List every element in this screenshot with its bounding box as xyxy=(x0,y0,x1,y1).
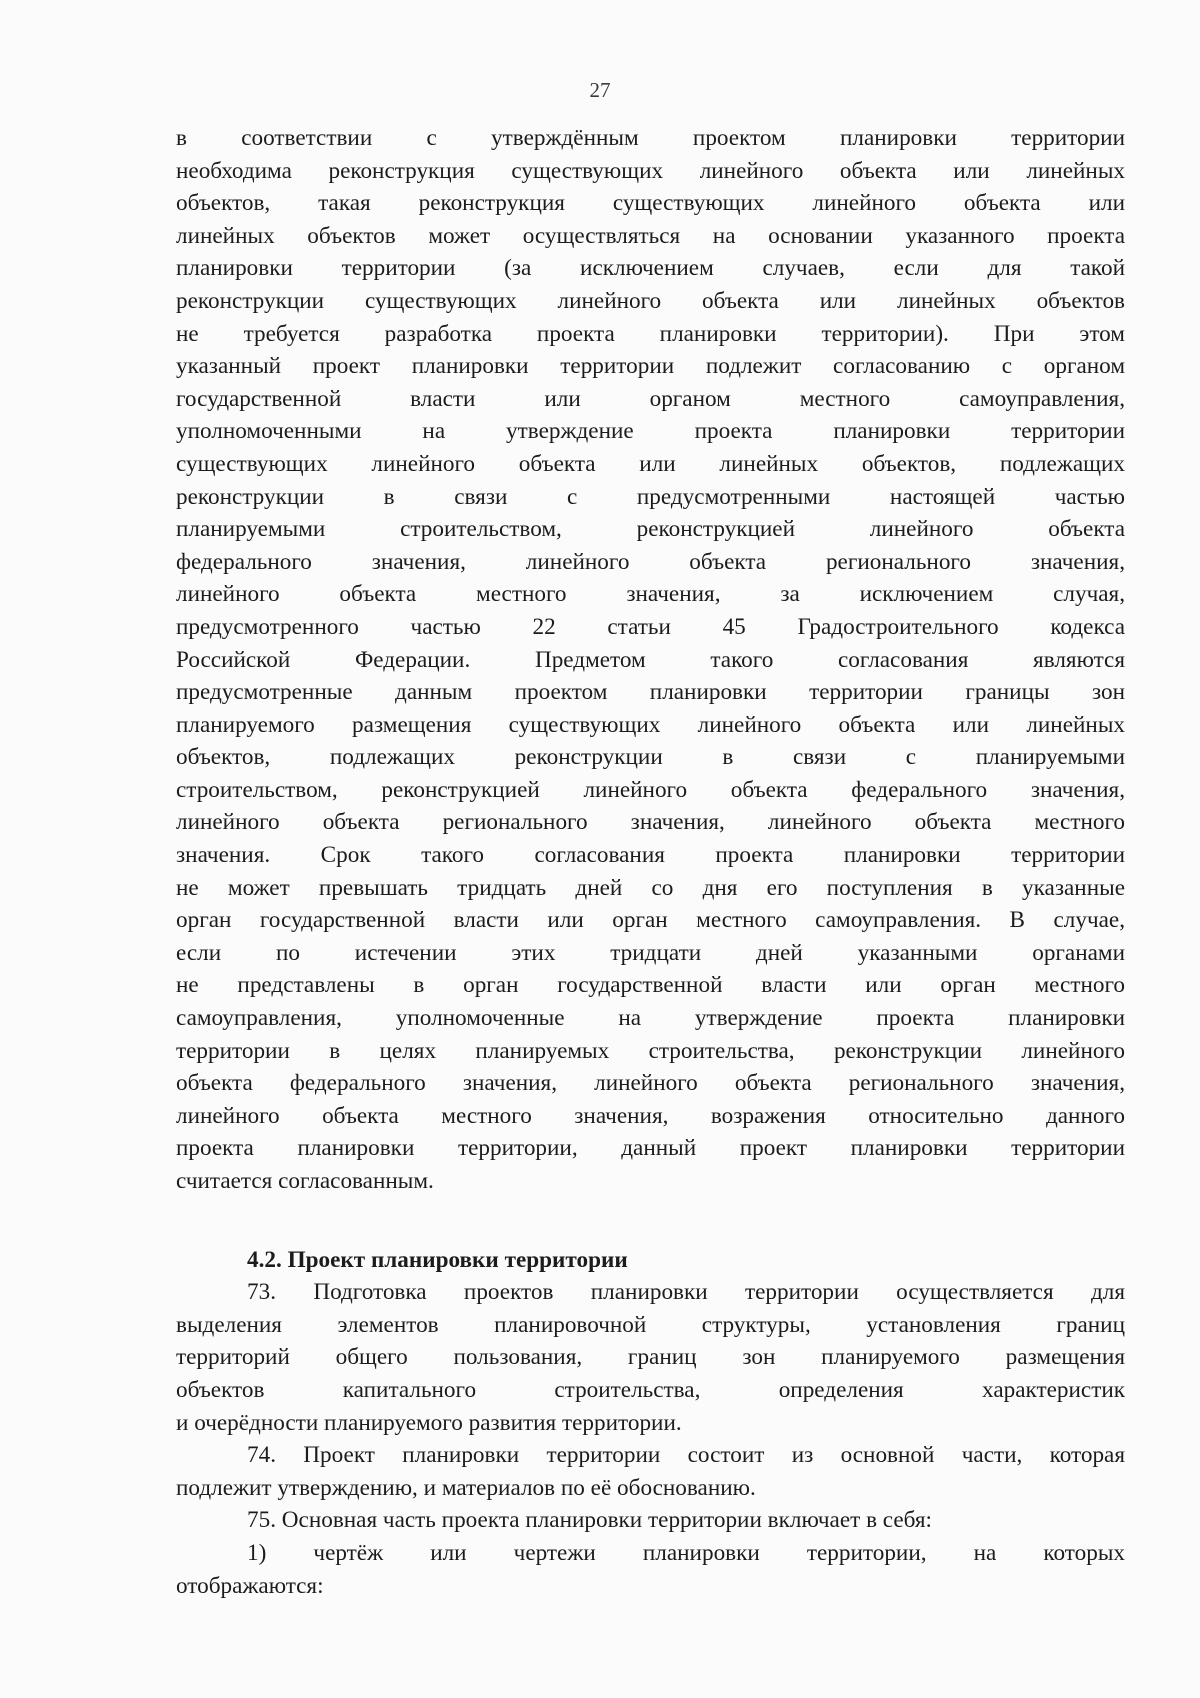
text-line: реконструкции существующих линейного объекта или линейных объектов xyxy=(176,287,1125,314)
text-line: государственной власти или органом местного самоуправления, xyxy=(176,385,1125,412)
text-line: линейных объектов может осуществляться на основании указанного проекта xyxy=(176,222,1125,249)
text-line: уполномоченными на утверждение проекта планировки территории xyxy=(176,418,1125,445)
text-line: не может превышать тридцать дней со дня его поступления в указанные xyxy=(176,874,1125,901)
text-line: объектов, подлежащих реконструкции в связи с планируемыми xyxy=(176,744,1125,771)
text-line: реконструкции в связи с предусмотренными настоящей частью xyxy=(176,483,1125,510)
text-line: объекта федерального значения, линейного объекта регионального значения, xyxy=(176,1070,1125,1097)
page-number: 27 xyxy=(589,78,611,102)
text-line: линейного объекта местного значения, возражения относительно данного xyxy=(176,1102,1125,1129)
text-line: строительством, реконструкцией линейного объекта федерального значения, xyxy=(176,776,1125,803)
text-line: орган государственной власти или орган местного самоуправления. В случае, xyxy=(176,907,1125,934)
text-line: 73. Подготовка проектов планировки территории осуществляется для xyxy=(247,1279,1125,1306)
text-line: не представлены в орган государственной власти или орган местного xyxy=(176,972,1125,999)
paragraph-continuation xyxy=(176,122,1125,1198)
paragraph-75 xyxy=(176,1504,1125,1537)
text-line: считается согласованным. xyxy=(176,1168,434,1194)
section-spacer xyxy=(176,1198,1125,1244)
text-line: планировки территории (за исключением случаев, если для такой xyxy=(176,255,1125,282)
text-line: если по истечении этих тридцати дней указанными органами xyxy=(176,939,1125,966)
text-line: предусмотренного частью 22 статьи 45 Градостроительного кодекса xyxy=(176,613,1125,640)
text-line: в соответствии с утверждённым проектом планировки территории xyxy=(176,125,1125,151)
text-line: предусмотренные данным проектом планировки территории границы зон xyxy=(176,679,1125,706)
text-line: планируемыми строительством, реконструкцией линейного объекта xyxy=(176,516,1125,543)
text-line: значения. Срок такого согласования проекта планировки территории xyxy=(176,842,1125,869)
text-line: Российской Федерации. Предметом такого согласования являются xyxy=(176,646,1125,673)
text-line: отображаются: xyxy=(176,1572,324,1599)
text-line: линейного объекта местного значения, за исключением случая, xyxy=(176,581,1125,608)
text-line: подлежит утверждению, и материалов по её обоснованию. xyxy=(176,1474,756,1501)
text-line: 74. Проект планировки территории состоит из основной части, которая xyxy=(247,1442,1125,1469)
text-line: 75. Основная часть проекта планировки территории включает в себя: xyxy=(247,1507,933,1534)
text-line: планируемого размещения существующих линейного объекта или линейных xyxy=(176,711,1125,738)
section-heading: 4.2. Проект планировки территории xyxy=(247,1246,628,1273)
text-line: необходима реконструкция существующих линейного объекта или линейных xyxy=(176,157,1125,184)
text-line: территорий общего пользования, границ зон планируемого размещения xyxy=(176,1344,1125,1371)
text-line: объектов, такая реконструкция существующих линейного объекта или xyxy=(176,190,1125,217)
text-line: проекта планировки территории, данный проект планировки территории xyxy=(176,1135,1125,1162)
text-line: существующих линейного объекта или линейных объектов, подлежащих xyxy=(176,450,1125,477)
text-line: выделения элементов планировочной структуры, установления границ xyxy=(176,1311,1125,1338)
text-line: линейного объекта регионального значения, линейного объекта местного xyxy=(176,809,1125,836)
text-line: федерального значения, линейного объекта регионального значения, xyxy=(176,548,1125,575)
text-line: территории в целях планируемых строительства, реконструкции линейного xyxy=(176,1037,1125,1064)
list-item-1 xyxy=(176,1537,1125,1602)
text-line: самоуправления, уполномоченные на утверждение проекта планировки xyxy=(176,1005,1125,1032)
text-line: не требуется разработка проекта планировки территории). При этом xyxy=(176,320,1125,347)
document-body xyxy=(176,122,1125,1602)
text-line: указанный проект планировки территории подлежит согласованию с органом xyxy=(176,353,1125,380)
text-line: 1) чертёж или чертежи планировки территории, на которых xyxy=(247,1539,1125,1566)
paragraph-74 xyxy=(176,1439,1125,1504)
paragraph-73 xyxy=(176,1276,1125,1439)
text-line: и очерёдности планируемого развития территории. xyxy=(176,1409,682,1436)
text-line: объектов капитального строительства, определения характеристик xyxy=(176,1376,1125,1403)
